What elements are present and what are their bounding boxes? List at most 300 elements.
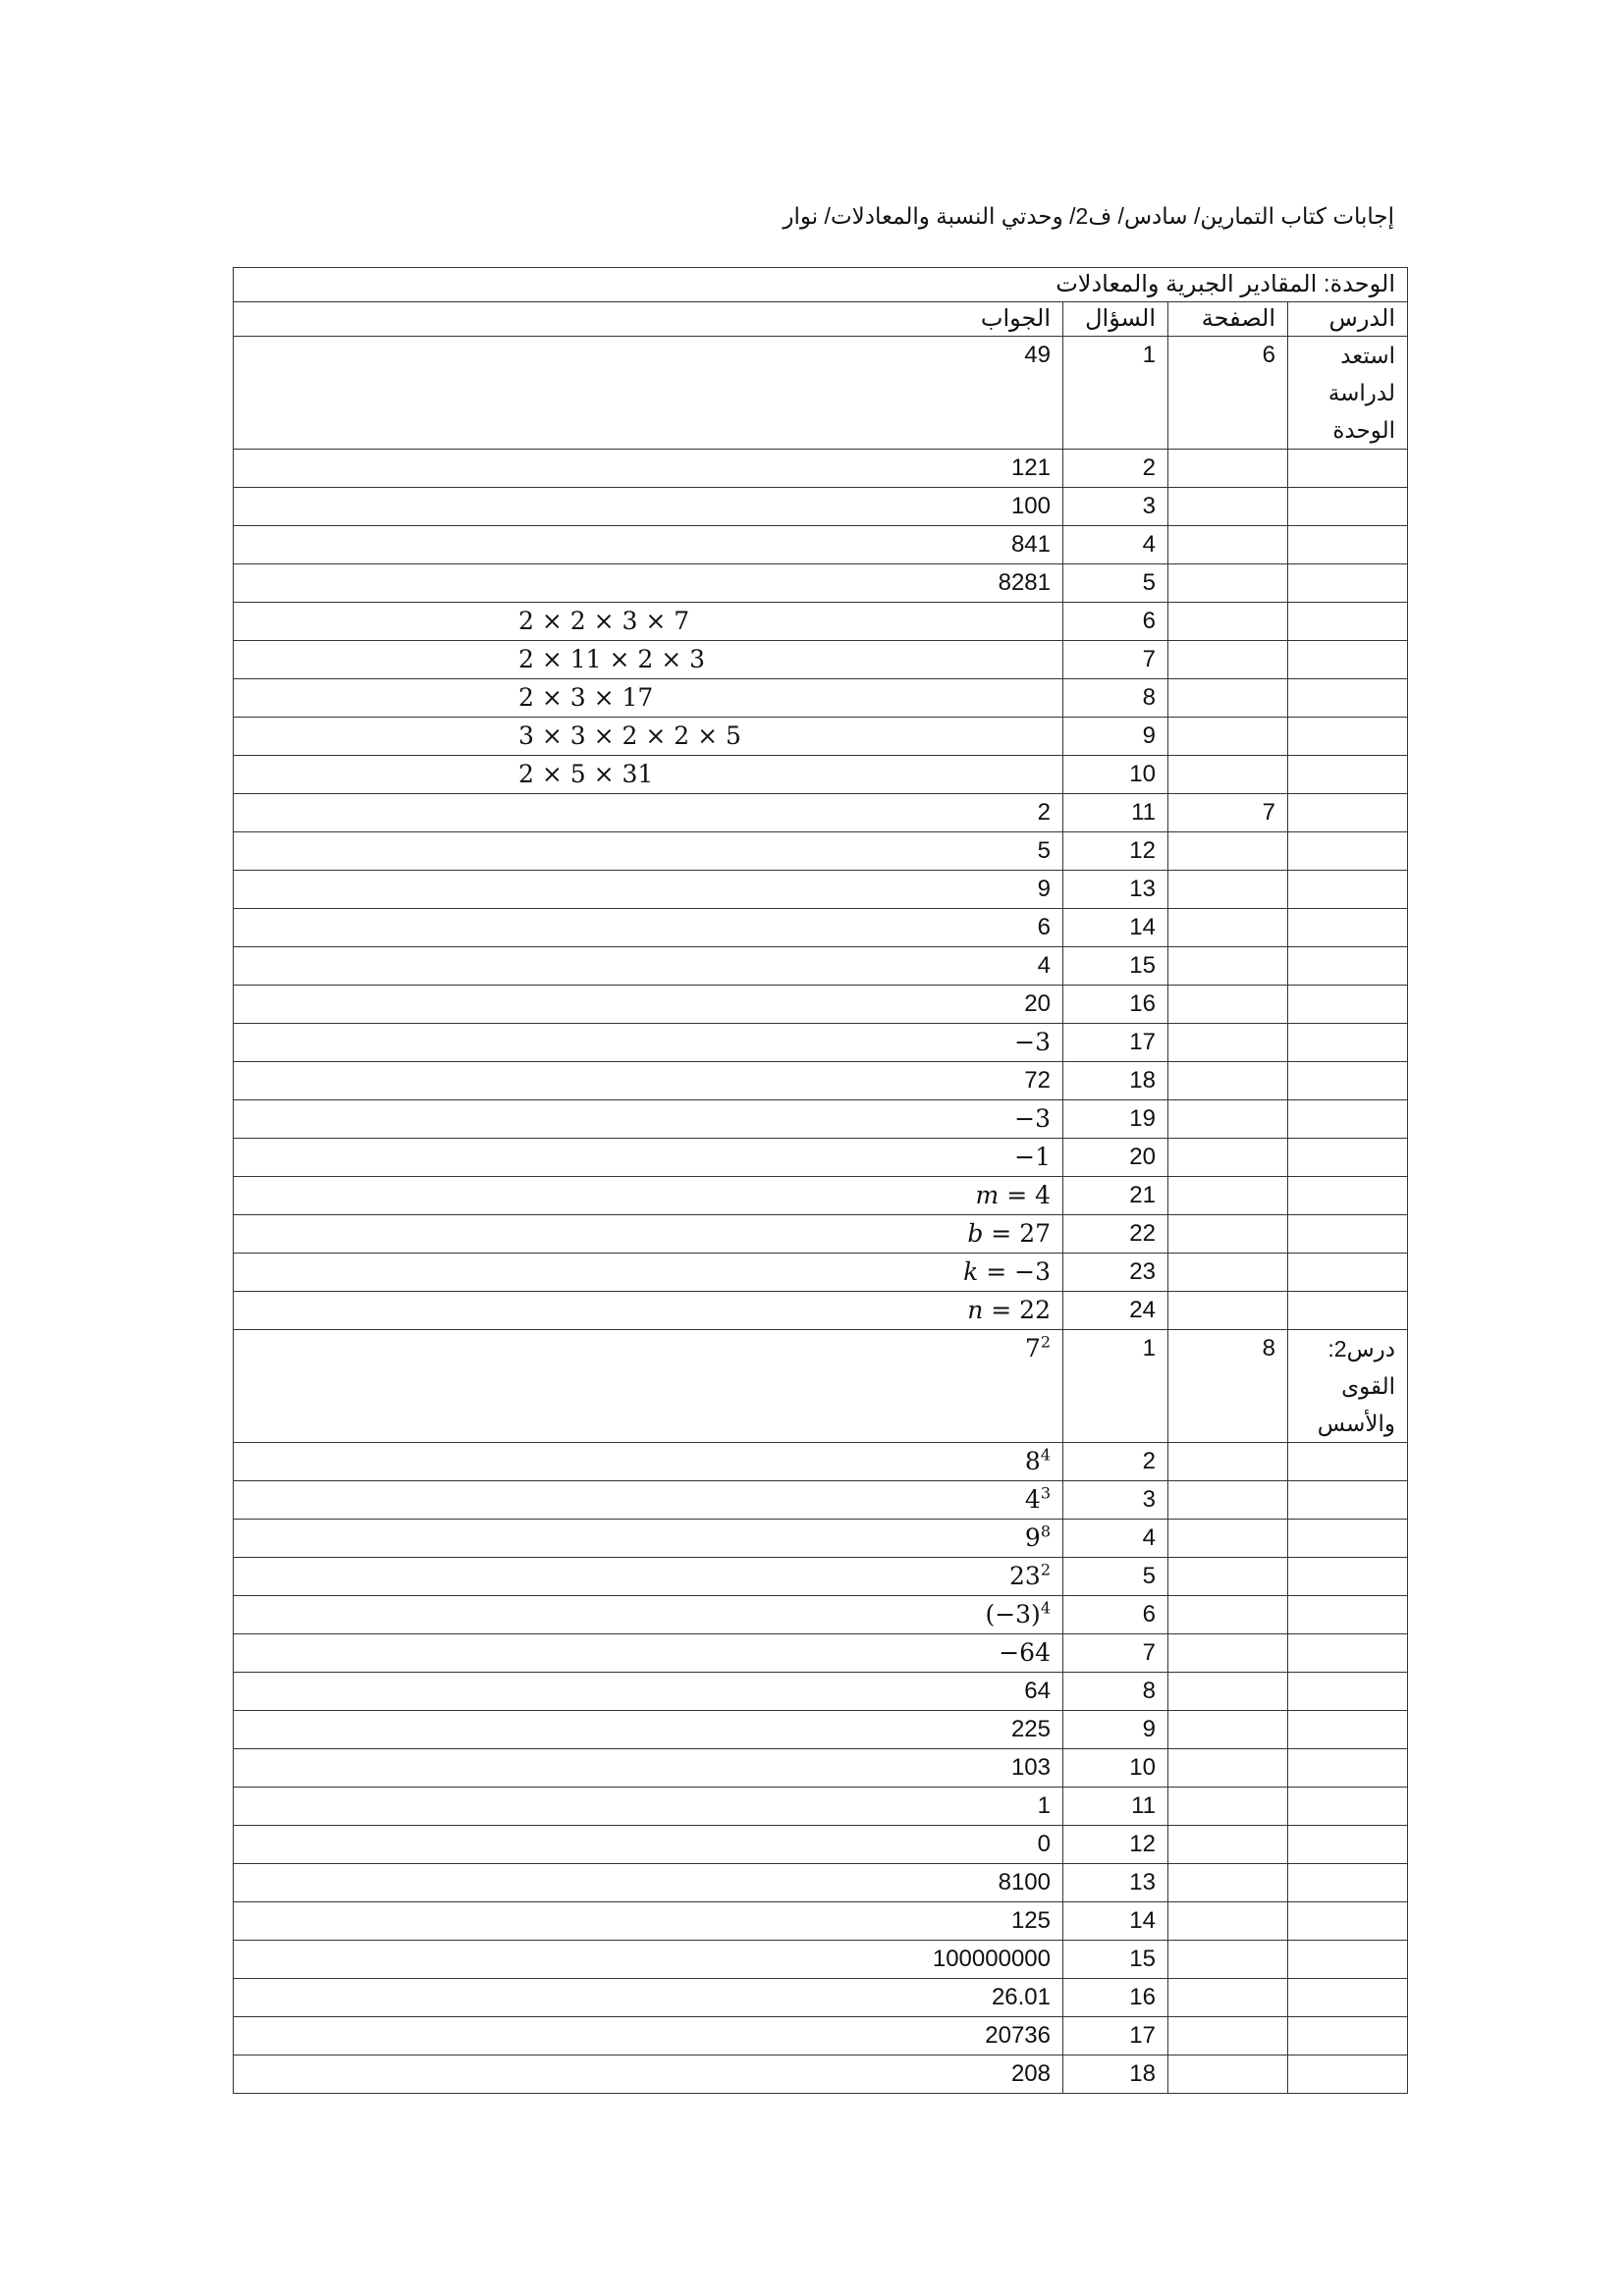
answer-cell: [234, 1634, 1063, 1673]
question-cell: 20: [1063, 1139, 1168, 1177]
page-cell: [1168, 2017, 1288, 2056]
table-row: [234, 1749, 1408, 1788]
lesson-cell: [1288, 679, 1408, 718]
page-cell: [1168, 1826, 1288, 1864]
answer-value: [1038, 799, 1051, 826]
question-cell: 4: [1063, 1520, 1168, 1558]
answer-value: [963, 1257, 1051, 1286]
table-row: [234, 679, 1408, 718]
page-cell: [1168, 1177, 1288, 1215]
answer-base: 9: [1024, 1523, 1041, 1552]
answer-cell: [234, 1979, 1063, 2017]
answer-cell: [234, 1673, 1063, 1711]
answer-base: −3: [1014, 1104, 1051, 1133]
lesson-cell: [1288, 450, 1408, 488]
lesson-cell: [1288, 1100, 1408, 1139]
table-row: [234, 1941, 1408, 1979]
table-row: [234, 1979, 1408, 2017]
table-row: [234, 718, 1408, 756]
page-cell: [1168, 1788, 1288, 1826]
answer-value: [1011, 2060, 1051, 2087]
answer-value: [1014, 1104, 1051, 1133]
table-row: [234, 1558, 1408, 1596]
answer-value: [1014, 1028, 1051, 1056]
answer-cell: [234, 1062, 1063, 1100]
answer-base: 2 × 5 × 31: [518, 760, 654, 788]
page-cell: [1168, 1711, 1288, 1749]
page-cell: [1168, 909, 1288, 947]
table-row: [234, 1177, 1408, 1215]
answer-base: 2 × 11 × 2 × 3: [518, 645, 706, 673]
answer-cell: [234, 526, 1063, 564]
table-row: [234, 2017, 1408, 2056]
table-row: [234, 947, 1408, 986]
lesson-cell: [1288, 1788, 1408, 1826]
question-cell: 10: [1063, 756, 1168, 794]
page-cell: [1168, 1864, 1288, 1902]
answers-table: [233, 267, 1408, 2094]
page-cell: [1168, 1139, 1288, 1177]
answer-cell: [234, 756, 1063, 794]
answer-cell: [234, 1481, 1063, 1520]
answer-base: 20: [1024, 990, 1051, 1017]
lesson-cell: [1288, 1634, 1408, 1673]
lesson-cell: [1288, 832, 1408, 871]
answer-base: 𝑏 = 27: [967, 1219, 1051, 1248]
page-cell: [1168, 603, 1288, 641]
question-cell: 6: [1063, 1596, 1168, 1634]
answer-base: −64: [999, 1638, 1051, 1667]
page-cell: [1168, 1254, 1288, 1292]
lesson-cell: [1288, 1139, 1408, 1177]
header-page: الصفحة: [1168, 302, 1288, 337]
question-cell: 13: [1063, 871, 1168, 909]
lesson-cell: [1288, 564, 1408, 603]
page-cell: [1168, 1024, 1288, 1062]
question-cell: 11: [1063, 1788, 1168, 1826]
table-row: [234, 871, 1408, 909]
table-row: [234, 1788, 1408, 1826]
answer-base: 64: [1024, 1678, 1051, 1704]
question-cell: 3: [1063, 488, 1168, 526]
answer-base: 125: [1010, 1907, 1051, 1934]
page-cell: [1168, 756, 1288, 794]
page-cell: [1168, 679, 1288, 718]
answer-base: 8281: [998, 569, 1051, 596]
lesson-cell: [1288, 2017, 1408, 2056]
page-cell: [1168, 564, 1288, 603]
answer-cell: [234, 1864, 1063, 1902]
answer-value: [1038, 1792, 1051, 1819]
answer-cell: [234, 641, 1063, 679]
answer-value: [933, 1946, 1051, 1972]
answer-value: [999, 1869, 1051, 1896]
question-cell: 14: [1063, 1902, 1168, 1941]
answer-value: [1025, 1523, 1051, 1552]
lesson-cell: [1288, 1254, 1408, 1292]
answer-value: [1038, 914, 1051, 940]
answer-cell: [234, 1596, 1063, 1634]
answer-base: 𝑘 = −3: [963, 1257, 1051, 1286]
unit-row: [234, 268, 1408, 302]
page-cell: [1168, 1979, 1288, 2017]
answer-value: [518, 645, 705, 673]
answer-value: [967, 1296, 1051, 1324]
question-cell: 8: [1063, 679, 1168, 718]
lesson-cell: [1288, 603, 1408, 641]
answer-value: [976, 1181, 1051, 1209]
page-cell: [1168, 1481, 1288, 1520]
page-cell: [1168, 1673, 1288, 1711]
page-cell: [1168, 1941, 1288, 1979]
lesson-cell: [1288, 1749, 1408, 1788]
answer-base: 208: [1010, 2060, 1051, 2087]
answer-cell: [234, 603, 1063, 641]
answer-base: 𝑛 = 22: [967, 1296, 1051, 1324]
answer-base: −3: [1014, 1028, 1051, 1056]
answer-cell: [234, 909, 1063, 947]
table-row: [234, 526, 1408, 564]
lesson-cell: [1288, 1177, 1408, 1215]
table-row: [234, 603, 1408, 641]
lesson-cell: [1288, 871, 1408, 909]
lesson-cell: [1288, 947, 1408, 986]
lesson-cell: [1288, 1711, 1408, 1749]
answer-exponent: 4: [1040, 1445, 1051, 1465]
table-row: [234, 1330, 1408, 1443]
answer-base: 9: [1037, 876, 1051, 902]
question-cell: 22: [1063, 1215, 1168, 1254]
page-cell: 7: [1168, 794, 1288, 832]
question-cell: 17: [1063, 1024, 1168, 1062]
answer-value: [1038, 876, 1051, 902]
answer-cell: [234, 871, 1063, 909]
table-row: [234, 1024, 1408, 1062]
answer-value: [1025, 1485, 1051, 1514]
lesson-cell: [1288, 1826, 1408, 1864]
answer-cell: [234, 1330, 1063, 1443]
table-row: [234, 1254, 1408, 1292]
table-row: [234, 1711, 1408, 1749]
lesson-cell: [1288, 1864, 1408, 1902]
page-cell: 6: [1168, 337, 1288, 450]
question-cell: 10: [1063, 1749, 1168, 1788]
answer-value: [518, 607, 689, 635]
page-cell: [1168, 526, 1288, 564]
question-cell: 18: [1063, 2056, 1168, 2094]
answer-cell: [234, 337, 1063, 450]
answer-value: [1024, 1067, 1051, 1094]
answer-exponent: 4: [1040, 1598, 1051, 1618]
answer-base: 0: [1037, 1831, 1051, 1857]
answer-cell: [234, 1826, 1063, 1864]
lesson-cell: [1288, 794, 1408, 832]
answer-value: [518, 683, 653, 712]
page-cell: [1168, 1558, 1288, 1596]
question-cell: 7: [1063, 1634, 1168, 1673]
question-cell: 2: [1063, 1443, 1168, 1481]
answer-value: [1038, 837, 1051, 864]
answer-value: [1009, 1562, 1051, 1590]
answer-value: [1025, 1447, 1051, 1475]
answer-base: 1: [1037, 1792, 1051, 1819]
answer-cell: [234, 986, 1063, 1024]
question-cell: 24: [1063, 1292, 1168, 1330]
answer-value: [1038, 1831, 1051, 1857]
table-row: [234, 756, 1408, 794]
question-cell: 13: [1063, 1864, 1168, 1902]
answer-cell: [234, 1711, 1063, 1749]
answer-value: [1011, 493, 1051, 519]
page-cell: [1168, 1062, 1288, 1100]
table-row: [234, 1826, 1408, 1864]
lesson-cell: [1288, 756, 1408, 794]
answer-exponent: 8: [1040, 1522, 1051, 1541]
answer-base: 2 × 2 × 3 × 7: [518, 607, 690, 635]
answer-base: 2: [1037, 799, 1051, 826]
question-cell: 6: [1063, 603, 1168, 641]
answer-cell: [234, 1788, 1063, 1826]
lesson-cell: [1288, 1443, 1408, 1481]
table-row: [234, 909, 1408, 947]
question-cell: 14: [1063, 909, 1168, 947]
answer-value: [1011, 1716, 1051, 1742]
question-cell: 15: [1063, 1941, 1168, 1979]
table-row: [234, 1596, 1408, 1634]
answer-base: 6: [1037, 914, 1051, 940]
page-cell: [1168, 2056, 1288, 2094]
lesson-cell: [1288, 1292, 1408, 1330]
answer-base: 121: [1010, 454, 1051, 481]
answer-cell: [234, 2017, 1063, 2056]
answer-cell: [234, 2056, 1063, 2094]
lesson-cell: [1288, 1062, 1408, 1100]
answer-base: (−3): [985, 1600, 1041, 1629]
question-cell: 19: [1063, 1100, 1168, 1139]
page-cell: [1168, 1443, 1288, 1481]
answer-cell: [234, 1520, 1063, 1558]
page-cell: [1168, 1596, 1288, 1634]
table-row: [234, 488, 1408, 526]
table-row: [234, 337, 1408, 450]
table-row: [234, 1673, 1408, 1711]
answer-exponent: 3: [1040, 1483, 1051, 1503]
header-row: [234, 302, 1408, 337]
question-cell: 21: [1063, 1177, 1168, 1215]
answer-value: [1011, 454, 1051, 481]
answer-cell: [234, 718, 1063, 756]
answer-base: 8: [1024, 1447, 1041, 1475]
page-cell: 8: [1168, 1330, 1288, 1443]
answer-cell: [234, 1292, 1063, 1330]
lesson-cell: [1288, 1215, 1408, 1254]
table-row: [234, 1520, 1408, 1558]
answer-value: [518, 760, 653, 788]
header-lesson: الدرس: [1288, 302, 1408, 337]
answer-base: 5: [1037, 837, 1051, 864]
page-cell: [1168, 1520, 1288, 1558]
answer-cell: [234, 794, 1063, 832]
lesson-cell: استعد لدراسة الوحدة: [1288, 337, 1408, 450]
question-cell: 2: [1063, 450, 1168, 488]
answer-base: 23: [1009, 1562, 1041, 1590]
table-row: [234, 1443, 1408, 1481]
page-cell: [1168, 1634, 1288, 1673]
table-row: [234, 1902, 1408, 1941]
answer-value: [1011, 1754, 1051, 1781]
answer-value: [1025, 1334, 1051, 1362]
table-row: [234, 450, 1408, 488]
lesson-cell: [1288, 1024, 1408, 1062]
question-cell: 23: [1063, 1254, 1168, 1292]
table-row: [234, 1292, 1408, 1330]
question-cell: 8: [1063, 1673, 1168, 1711]
lesson-cell: درس2: القوى والأسس: [1288, 1330, 1408, 1443]
page-cell: [1168, 1215, 1288, 1254]
page-cell: [1168, 641, 1288, 679]
answer-exponent: 2: [1040, 1560, 1051, 1579]
answers-table-body: [234, 268, 1408, 2094]
question-cell: 3: [1063, 1481, 1168, 1520]
answer-base: 3 × 3 × 2 × 2 × 5: [518, 721, 741, 750]
table-row: [234, 986, 1408, 1024]
answer-base: 26.01: [991, 1984, 1051, 2010]
answer-value: [1011, 531, 1051, 558]
answer-value: [985, 1600, 1051, 1629]
answer-value: [999, 1638, 1051, 1667]
answer-base: 225: [1010, 1716, 1051, 1742]
question-cell: 12: [1063, 1826, 1168, 1864]
answer-cell: [234, 1024, 1063, 1062]
page-cell: [1168, 947, 1288, 986]
lesson-cell: [1288, 986, 1408, 1024]
answer-base: 100000000: [932, 1946, 1051, 1972]
question-cell: 17: [1063, 2017, 1168, 2056]
answer-cell: [234, 1177, 1063, 1215]
unit-label: الوحدة: المقادير الجبرية والمعادلات: [234, 268, 1408, 302]
answer-value: [992, 1984, 1051, 2010]
question-cell: 12: [1063, 832, 1168, 871]
table-row: [234, 1100, 1408, 1139]
question-cell: 11: [1063, 794, 1168, 832]
table-row: [234, 1634, 1408, 1673]
answer-cell: [234, 1749, 1063, 1788]
lesson-cell: [1288, 1673, 1408, 1711]
lesson-cell: [1288, 1902, 1408, 1941]
answer-cell: [234, 1139, 1063, 1177]
page-cell: [1168, 871, 1288, 909]
answer-value: [1024, 990, 1051, 1017]
table-row: [234, 1215, 1408, 1254]
answer-cell: [234, 1254, 1063, 1292]
answer-exponent: 2: [1040, 1332, 1051, 1352]
lesson-cell: [1288, 718, 1408, 756]
question-cell: 16: [1063, 1979, 1168, 2017]
table-row: [234, 794, 1408, 832]
lesson-cell: [1288, 1558, 1408, 1596]
lesson-cell: [1288, 1596, 1408, 1634]
page-cell: [1168, 986, 1288, 1024]
question-cell: 4: [1063, 526, 1168, 564]
lesson-cell: [1288, 1481, 1408, 1520]
answer-base: 49: [1024, 342, 1051, 368]
question-cell: 16: [1063, 986, 1168, 1024]
header-answer: الجواب: [234, 302, 1063, 337]
answer-value: [985, 2022, 1051, 2049]
question-cell: 5: [1063, 564, 1168, 603]
page-cell: [1168, 1292, 1288, 1330]
lesson-cell: [1288, 641, 1408, 679]
answer-cell: [234, 679, 1063, 718]
lesson-cell: [1288, 526, 1408, 564]
answer-base: 𝑚 = 4: [975, 1181, 1051, 1209]
answer-cell: [234, 1443, 1063, 1481]
answer-base: −1: [1014, 1143, 1051, 1171]
answer-cell: [234, 1215, 1063, 1254]
answer-base: 72: [1024, 1067, 1051, 1094]
answer-cell: [234, 1941, 1063, 1979]
table-row: [234, 2056, 1408, 2094]
question-cell: 1: [1063, 1330, 1168, 1443]
question-cell: 9: [1063, 1711, 1168, 1749]
page-cell: [1168, 1749, 1288, 1788]
header-question: السؤال: [1063, 302, 1168, 337]
answer-base: 8100: [998, 1869, 1051, 1896]
table-row: [234, 832, 1408, 871]
answer-base: 2 × 3 × 17: [518, 683, 654, 712]
answer-value: [1024, 342, 1051, 368]
answer-value: [1038, 952, 1051, 979]
answer-cell: [234, 1558, 1063, 1596]
question-cell: 18: [1063, 1062, 1168, 1100]
lesson-cell: [1288, 1941, 1408, 1979]
answer-base: 841: [1010, 531, 1051, 558]
question-cell: 7: [1063, 641, 1168, 679]
question-cell: 9: [1063, 718, 1168, 756]
lesson-cell: [1288, 488, 1408, 526]
answer-cell: [234, 1902, 1063, 1941]
answer-cell: [234, 564, 1063, 603]
answer-base: 7: [1024, 1334, 1041, 1362]
page-cell: [1168, 450, 1288, 488]
answer-value: [999, 569, 1051, 596]
document-title: إجابات كتاب التمارين/ سادس/ ف2/ وحدتي النسبة والمعادلات/ نوار: [783, 203, 1394, 229]
lesson-cell: [1288, 1520, 1408, 1558]
lesson-cell: [1288, 1979, 1408, 2017]
page-cell: [1168, 718, 1288, 756]
page-cell: [1168, 488, 1288, 526]
answer-cell: [234, 450, 1063, 488]
answer-value: [967, 1219, 1051, 1248]
page-cell: [1168, 832, 1288, 871]
answer-base: 4: [1037, 952, 1051, 979]
answer-value: [1024, 1678, 1051, 1704]
lesson-cell: [1288, 2056, 1408, 2094]
question-cell: 1: [1063, 337, 1168, 450]
answer-cell: [234, 1100, 1063, 1139]
answer-base: 100: [1010, 493, 1051, 519]
table-row: [234, 564, 1408, 603]
answer-base: 103: [1010, 1754, 1051, 1781]
table-row: [234, 641, 1408, 679]
answer-value: [1014, 1143, 1051, 1171]
answer-value: [1011, 1907, 1051, 1934]
table-row: [234, 1864, 1408, 1902]
question-cell: 5: [1063, 1558, 1168, 1596]
table-row: [234, 1062, 1408, 1100]
answer-value: [518, 721, 741, 750]
answer-cell: [234, 832, 1063, 871]
